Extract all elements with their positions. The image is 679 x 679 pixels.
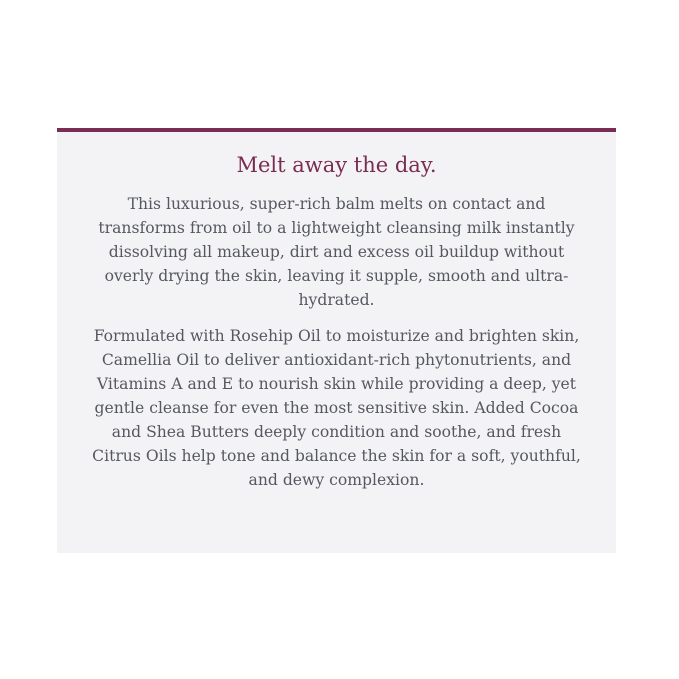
card-title: Melt away the day.: [236, 153, 437, 177]
description-paragraph-2: Formulated with Rosehip Oil to moisturize and brighten skin, Camellia Oil to deliver antioxidant-rich phytonutrients, and Vitamins A and E to nourish skin while providing a deep, yet gentle cleanse for even the most sensitive skin. Added Cocoa and Shea Butters deeply condition and soothe, and fresh Citrus Oils help tone and balance the skin for a soft, youthful, and dewy complexion.: [92, 327, 581, 489]
description-paragraph-1: This luxurious, super-rich balm melts on contact and transforms from oil to a lightweight cleansing milk instantly dissolving all makeup, dirt and excess oil buildup without overly drying the skin, leaving it supple, smooth and ultra-hydrated.: [98, 195, 575, 309]
description-card: [57, 128, 616, 553]
